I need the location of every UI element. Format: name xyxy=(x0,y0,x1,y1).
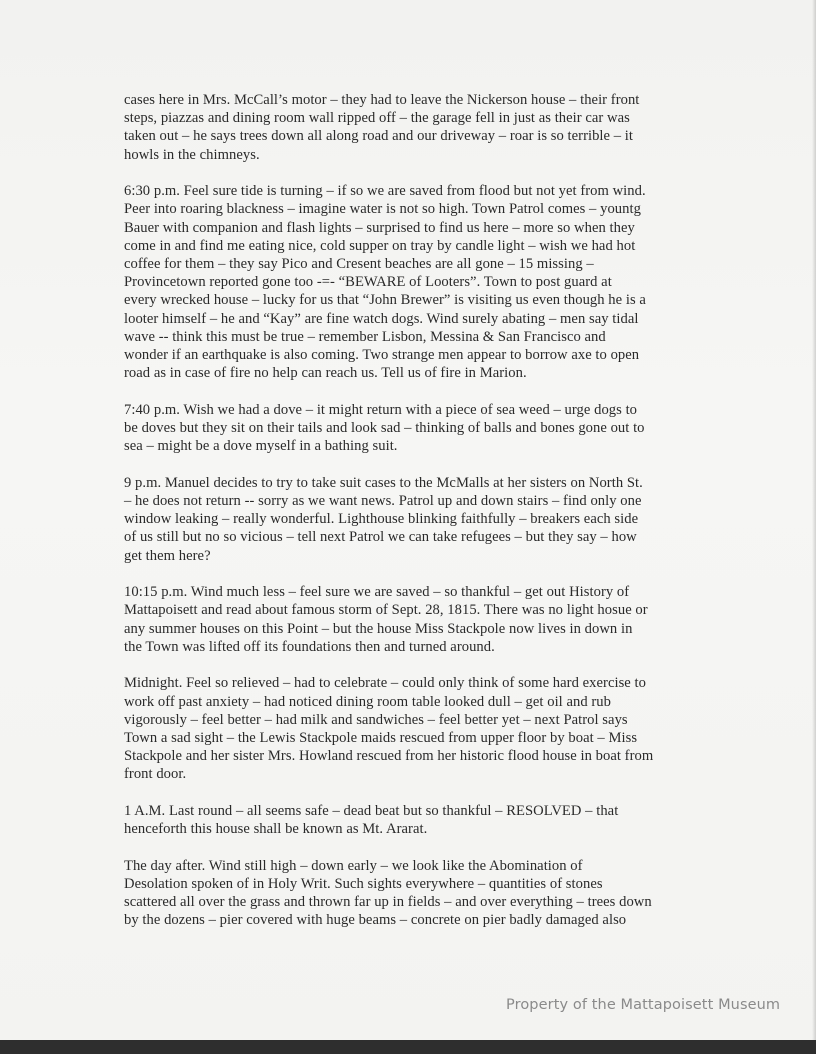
text-line: – he does not return -- sorry as we want news. Patrol up and down stairs – find only one xyxy=(124,493,642,510)
text-line: Peer into roaring blackness – imagine water is not so high. Town Patrol comes – yountg xyxy=(124,201,641,218)
text-line: 10:15 p.m. Wind much less – feel sure we are saved – so thankful – get out History of xyxy=(124,584,630,601)
text-line: taken out – he says trees down all along road and our driveway – roar is so terrible – it xyxy=(124,128,634,145)
text-line: Provincetown reported gone too -=- “BEWARE of Looters”. Town to post guard at xyxy=(124,274,612,291)
diary-paragraph xyxy=(124,182,714,382)
text-line: every wrecked house – lucky for us that “John Brewer” is visiting us even though he is a xyxy=(124,292,646,309)
text-line: get them here? xyxy=(124,547,211,564)
text-line: 7:40 p.m. Wish we had a dove – it might return with a piece of sea weed – urge dogs to xyxy=(124,401,638,418)
text-line: coffee for them – they say Pico and Cresent beaches are all gone – 15 missing – xyxy=(124,256,594,273)
text-line: front door. xyxy=(124,766,187,783)
text-line: scattered all over the grass and thrown far up in fields – and over everything – trees down xyxy=(124,894,652,911)
diary-text xyxy=(124,91,714,948)
text-line: come in and find me eating nice, cold supper on tray by candle light – wish we had hot xyxy=(124,237,636,254)
text-line: Midnight. Feel so relieved – had to celebrate – could only think of some hard exercise to xyxy=(124,675,646,692)
text-line: window leaking – really wonderful. Lighthouse blinking faithfully – breakers each side xyxy=(124,511,639,528)
text-line: Stackpole and her sister Mrs. Howland rescued from her historic flood house in boat from xyxy=(124,748,654,765)
text-line: steps, piazzas and dining room wall ripped off – the garage fell in just as their car was xyxy=(124,110,630,127)
text-line: the Town was lifted off its foundations then and turned around. xyxy=(124,638,495,655)
text-line: by the dozens – pier covered with huge beams – concrete on pier badly damaged also xyxy=(124,912,627,929)
text-line: howls in the chimneys. xyxy=(124,146,260,163)
scanner-bottom-edge xyxy=(0,1040,816,1054)
text-line: The day after. Wind still high – down early – we look like the Abomination of xyxy=(124,857,583,874)
text-line: looter himself – he and “Kay” are fine watch dogs. Wind surely abating – men say tidal xyxy=(124,310,639,327)
text-line: 6:30 p.m. Feel sure tide is turning – if so we are saved from flood but not yet from wind. xyxy=(124,183,646,200)
diary-paragraph xyxy=(124,91,714,164)
text-line: Desolation spoken of in Holy Writ. Such sights everywhere – quantities of stones xyxy=(124,876,603,893)
text-line: wave -- think this must be true – remember Lisbon, Messina & San Francisco and xyxy=(124,328,606,345)
diary-paragraph xyxy=(124,583,714,656)
text-line: wonder if an earthquake is also coming. Two strange men appear to borrow axe to open xyxy=(124,347,640,364)
museum-watermark: Property of the Mattapoisett Museum xyxy=(506,997,781,1013)
diary-paragraph xyxy=(124,474,714,565)
diary-paragraph xyxy=(124,674,714,783)
diary-paragraph xyxy=(124,401,714,456)
text-line: henceforth this house shall be known as Mt. Ararat. xyxy=(124,821,428,838)
text-line: cases here in Mrs. McCall’s motor – they had to leave the Nickerson house – their front xyxy=(124,92,640,108)
text-line: 9 p.m. Manuel decides to try to take suit cases to the McMalls at her sisters on North St. xyxy=(124,474,643,491)
text-line: Town a sad sight – the Lewis Stackpole maids rescued from upper floor by boat – Miss xyxy=(124,730,638,747)
text-line: any summer houses on this Point – but the house Miss Stackpole now lives in down in xyxy=(124,620,633,637)
page-edge-shadow xyxy=(812,0,816,1054)
text-line: sea – might be a dove myself in a bathing suit. xyxy=(124,438,398,455)
text-line: 1 A.M. Last round – all seems safe – dead beat but so thankful – RESOLVED – that xyxy=(124,803,619,820)
text-line: of us still but no so vicious – tell next Patrol we can take refugees – but they say – how xyxy=(124,529,637,546)
text-line: work off past anxiety – had noticed dining room table looked dull – get oil and rub xyxy=(124,693,611,710)
diary-paragraph xyxy=(124,857,714,930)
text-line: Mattapoisett and read about famous storm of Sept. 28, 1815. There was no light hosue or xyxy=(124,602,648,619)
text-line: Bauer with companion and flash lights – surprised to find us here – more so when they xyxy=(124,219,635,236)
diary-paragraph xyxy=(124,802,714,838)
text-line: be doves but they sit on their tails and look sad – thinking of balls and bones gone out to xyxy=(124,420,645,437)
text-line: vigorously – feel better – had milk and sandwiches – feel better yet – next Patrol says xyxy=(124,711,628,728)
text-line: road as in case of fire no help can reach us. Tell us of fire in Marion. xyxy=(124,365,527,382)
